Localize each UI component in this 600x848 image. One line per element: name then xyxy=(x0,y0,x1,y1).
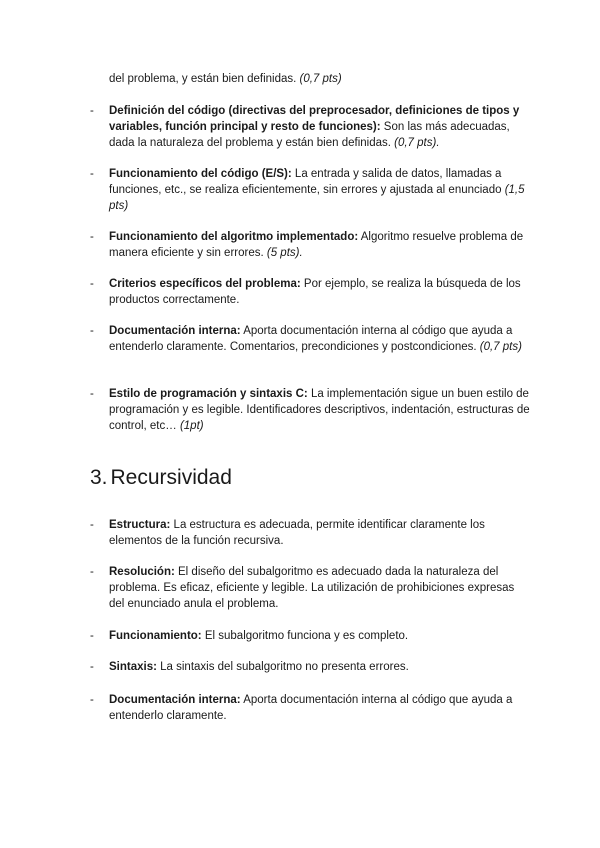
criterion-text: Algoritmo resuelve problema de manera eficiente y sin errores. xyxy=(109,231,524,259)
points-label: (0,7 pts) xyxy=(299,73,342,85)
criterion-text: Son las más adecuadas, dada la naturaleza del problema y están bien definidas. xyxy=(109,121,510,149)
points-label: (0,7 pts) xyxy=(479,341,522,353)
criterion-text: El subalgoritmo funciona y es completo. xyxy=(201,630,409,642)
bullet-dash: - xyxy=(90,231,94,243)
list-item xyxy=(90,276,530,308)
bullet-dash: - xyxy=(90,278,94,290)
criterion-text: La entrada y salida de datos, llamadas a funciones, etc., se realiza eficientemente, sin errores y ajustada al enunciado xyxy=(109,168,505,196)
bullet-dash: - xyxy=(90,325,94,337)
criterion-term: Funcionamiento del algoritmo implementado: xyxy=(109,231,359,243)
criterion-term: Documentación interna: xyxy=(109,694,241,706)
list-item xyxy=(90,386,530,434)
criterion-term: Sintaxis: xyxy=(109,661,157,673)
list-item xyxy=(90,692,530,724)
bullet-dash: - xyxy=(90,661,94,673)
bullet-dash: - xyxy=(90,694,94,706)
list-item xyxy=(90,323,530,355)
criterion-term: Criterios específicos del problema: xyxy=(109,278,301,290)
list-item xyxy=(90,628,530,644)
bullet-dash: - xyxy=(90,168,94,180)
list-item xyxy=(90,229,530,261)
criterion-text: La sintaxis del subalgoritmo no presenta errores. xyxy=(156,661,409,673)
points-label: (0,7 pts). xyxy=(394,137,440,149)
criterion-term: Estilo de programación y sintaxis C: xyxy=(109,388,308,400)
list-item xyxy=(90,564,530,612)
bullet-dash: - xyxy=(90,105,94,117)
points-label: (5 pts). xyxy=(266,247,303,259)
list-item xyxy=(90,517,530,549)
criterion-text: Aporta documentación interna al código que ayuda a entenderlo claramente. xyxy=(109,694,513,722)
criterion-text: La estructura es adecuada, permite identificar claramente los elementos de la función recursiva. xyxy=(109,519,485,547)
criterion-term: Funcionamiento del código (E/S): xyxy=(109,168,292,180)
list-item xyxy=(90,103,530,151)
criterion-term: Definición del código (directivas del preprocesador, definiciones de tipos y variables, función principal y resto de funciones): xyxy=(109,105,520,133)
criterion-text: La implementación sigue un buen estilo de programación y es legible. Identificadores descriptivos, indentación, estructuras de control, etc… xyxy=(109,388,530,432)
criterion-text: El diseño del subalgoritmo es adecuado dada la naturaleza del problema. Es eficaz, eficiente y legible. La utilización de prohibiciones expresas del enunciado anula el problema. xyxy=(109,566,515,610)
section-heading xyxy=(90,465,232,491)
continuation-body: del problema, y están bien definidas. xyxy=(109,73,300,85)
criterion-term: Resolución: xyxy=(109,566,175,578)
criterion-text: Aporta documentación interna al código que ayuda a entenderlo claramente. Comentarios, precondiciones y postcondiciones. xyxy=(109,325,513,353)
criterion-text: Por ejemplo, se realiza la búsqueda de los productos correctamente. xyxy=(109,278,521,306)
criterion-term: Funcionamiento: xyxy=(109,630,202,642)
section-number: 3. xyxy=(90,466,108,489)
criterion-term: Documentación interna: xyxy=(109,325,241,337)
points-label: (1,5 pts) xyxy=(109,184,525,212)
bullet-dash: - xyxy=(90,388,94,400)
bullet-dash: - xyxy=(90,519,94,531)
list-item xyxy=(90,166,530,214)
bullet-dash: - xyxy=(90,630,94,642)
criterion-term: Estructura: xyxy=(109,519,171,531)
section-title: Recursividad xyxy=(110,466,232,489)
bullet-dash: - xyxy=(90,566,94,578)
points-label: (1pt) xyxy=(179,420,204,432)
continuation-text xyxy=(109,71,529,87)
list-item xyxy=(90,659,530,675)
